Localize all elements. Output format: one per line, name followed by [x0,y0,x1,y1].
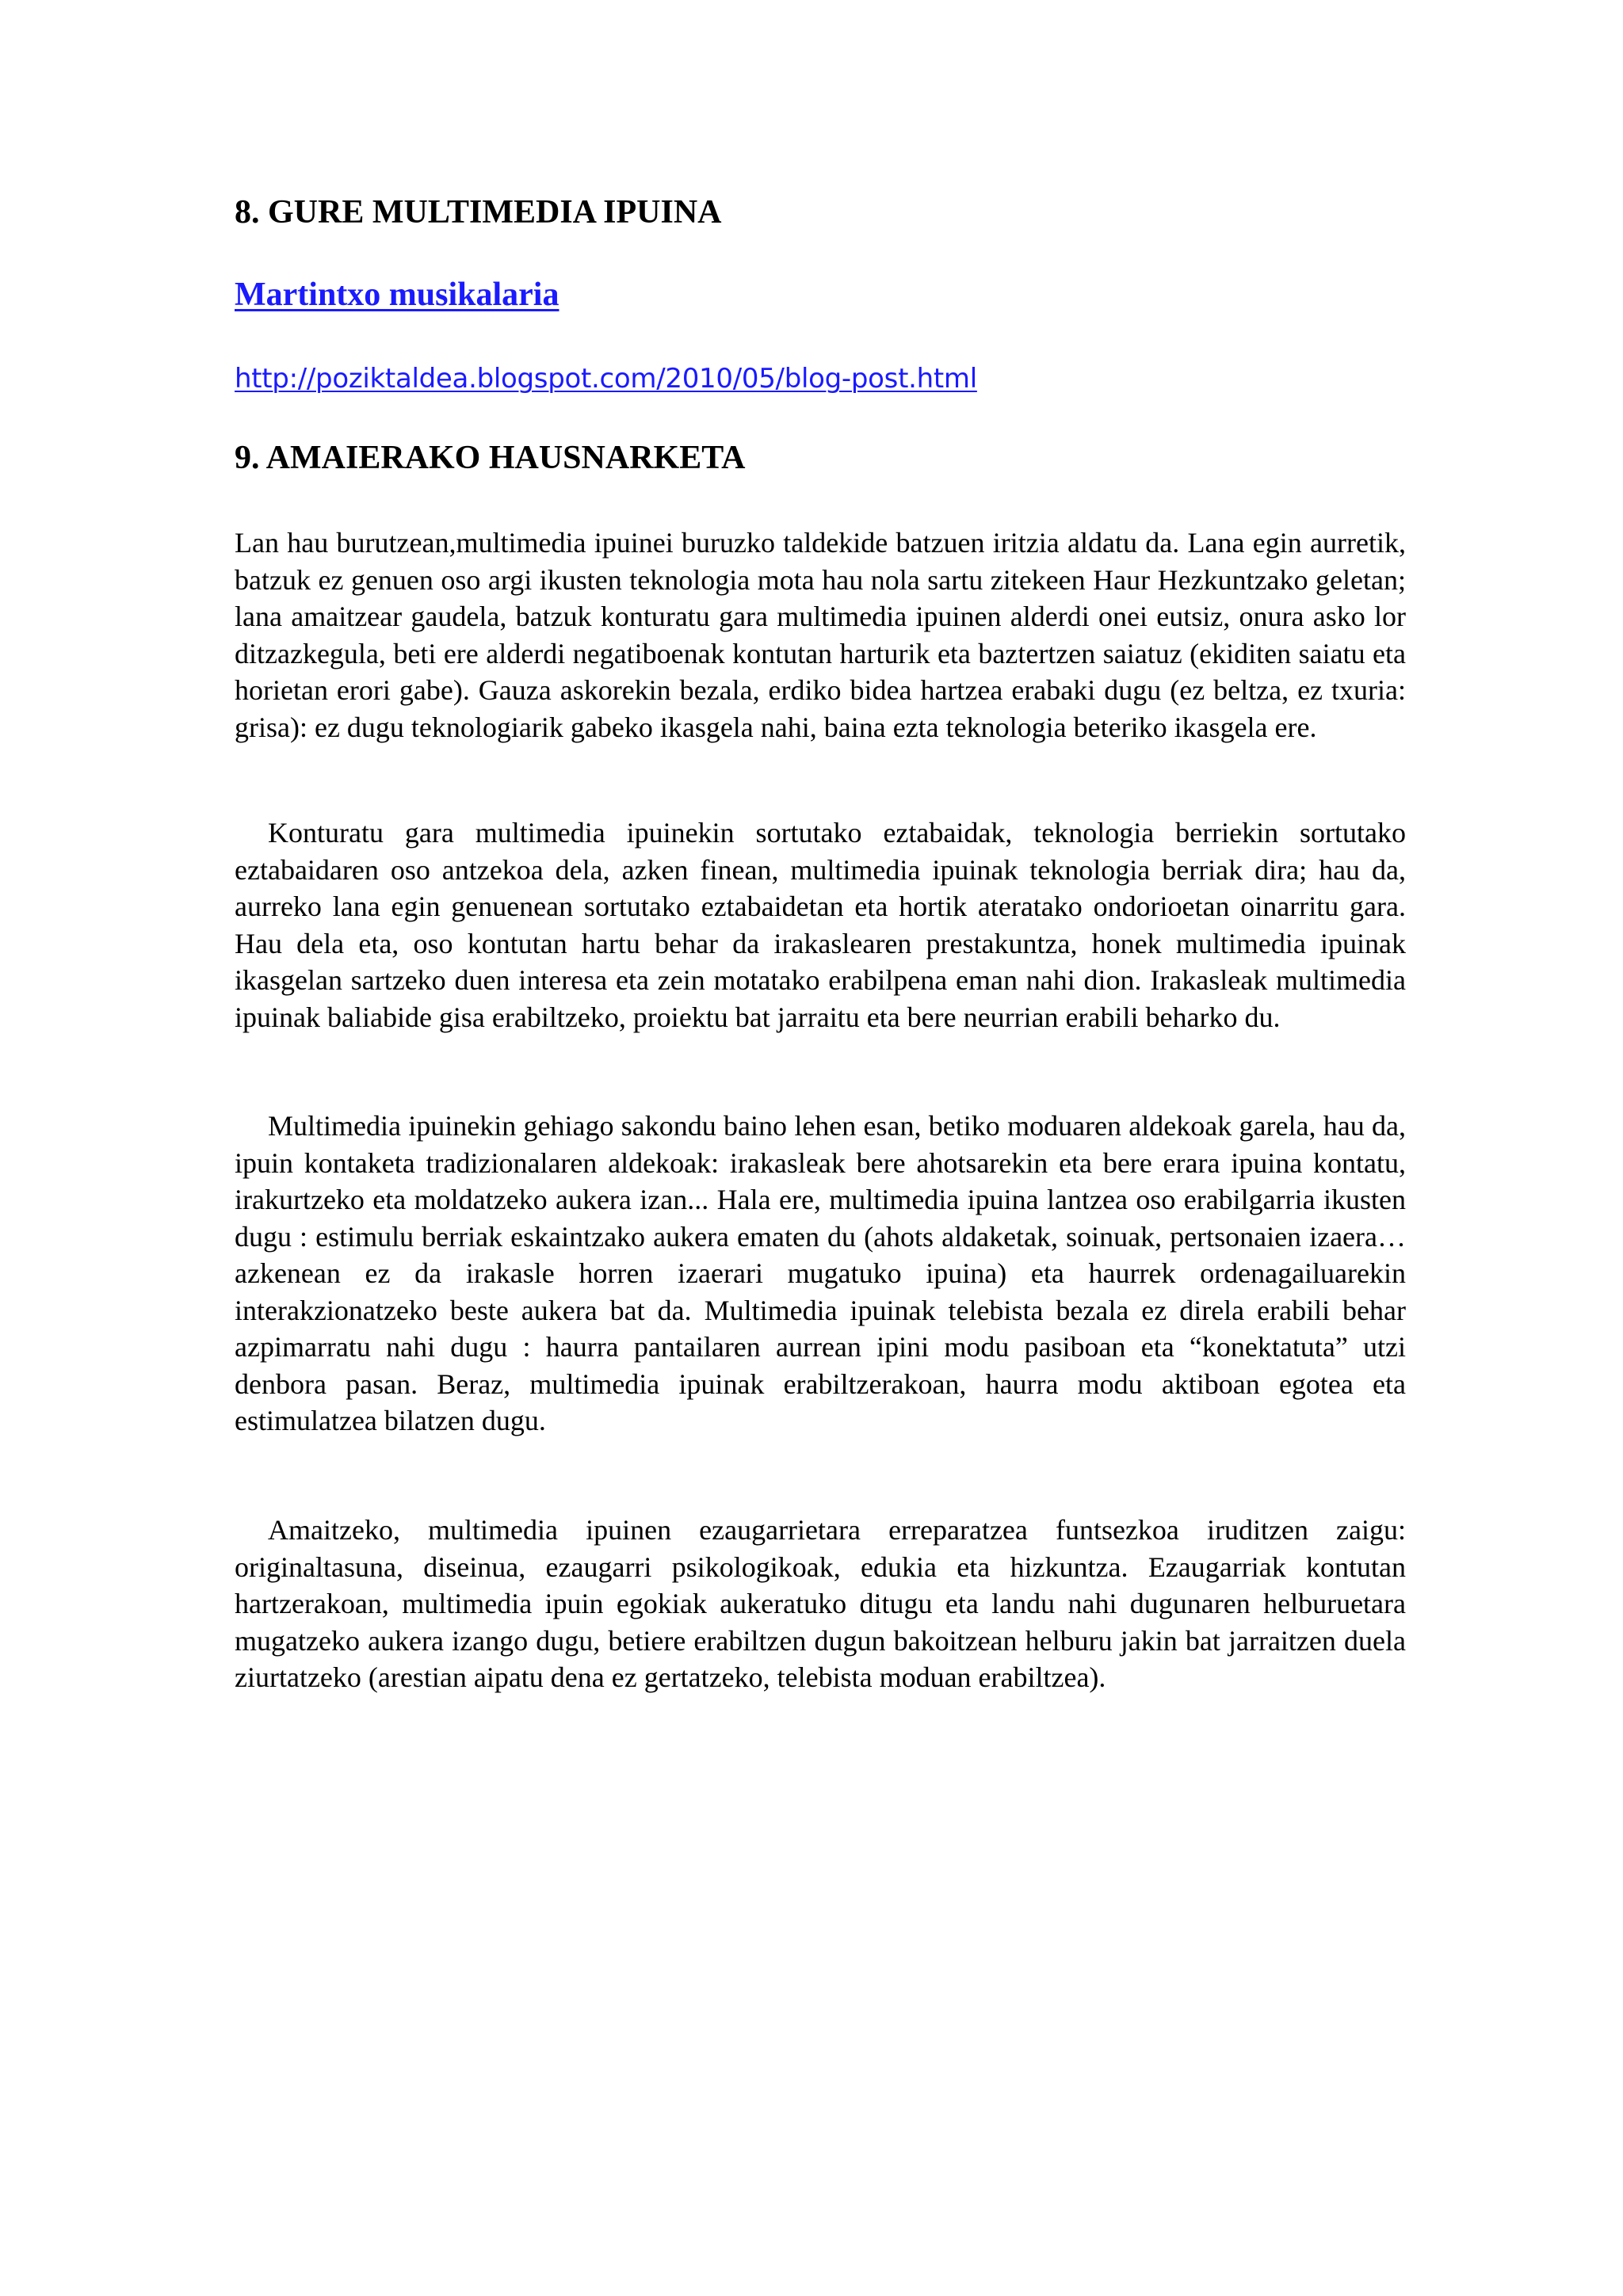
paragraph-1: Lan hau burutzean,multimedia ipuinei buruzko taldekide batzuen iritzia aldatu da. Lana egin aurretik, batzuk ez genuen oso argi ikusten teknologia mota hau nola sartu zitekeen Haur Hezkuntzako geletan; lana amaitzear gaudela, batzuk konturatu gara multimedia ipuinen alderdi onei eutsiz, onura asko lor ditzazkegula, beti ere alderdi negatiboenak kontutan harturik eta baztertzen saiatuz (ekiditen saiatu eta horietan erori gabe). Gauza askorekin bezala, erdiko bidea hartzea erabaki dugu (ez beltza, ez txuria: grisa): ez dugu teknologiarik gabeko ikasgela nahi, baina ezta teknologia beteriko ikasgela ere. [235,527,1406,743]
section-heading-9: 9. AMAIERAKO HAUSNARKETA [235,440,746,476]
paragraph-2: Konturatu gara multimedia ipuinekin sortutako eztabaidak, teknologia berriekin sortutako eztabaidaren oso antzekoa dela, azken finean, multimedia ipuinak teknologia berriak dira; hau da, aurreko lana egin genuenean sortutako eztabaidetan eta hortik ateratako ondorioetan oinarritu gara. Hau dela eta, oso kontutan hartu behar da irakaslearen prestakuntza, honek multimedia ipuinak ikasgelan sartzeko duen interesa eta zein motatako erabilpena eman nahi dion. Irakasleak multimedia ipuinak baliabide gisa erabiltzeko, proiektu bat jarraitu eta bere neurrian erabili beharko du. [235,817,1406,1033]
section-heading-8: 8. GURE MULTIMEDIA IPUINA [235,194,722,231]
paragraph-4: Amaitzeko, multimedia ipuinen ezaugarrietara erreparatzea funtsezkoa iruditzen zaigu: originaltasuna, diseinua, ezaugarri psikologikoak, edukia eta hizkuntza. Ezaugarriak kontutan hartzerakoan, multimedia ipuin egokiak aukeratuko ditugu eta landu nahi dugunaren helburuetara mugatzeko aukera izango dugu, betiere erabiltzen dugun bakoitzean helburu jakin bat jarraitzen duela ziurtatzeko (arestian aipatu dena ez gertatzeko, telebista moduan erabiltzea). [235,1514,1406,1693]
blog-url-link[interactable]: http://poziktaldea.blogspot.com/2010/05/blog-post.html [235,363,977,395]
paragraph-3: Multimedia ipuinekin gehiago sakondu baino lehen esan, betiko moduaren aldekoak garela, hau da, ipuin kontaketa tradizionalaren aldekoak: irakasleak bere ahotsarekin eta bere erara ipuina kontatu, irakurtzeko eta moldatzeko aukera izan... Hala ere, multimedia ipuina lantzea oso erabilgarria ikusten dugu : estimulu berriak eskaintzako aukera ematen du (ahots aldaketak, soinuak, pertsonaien izaera… azkenean ez da irakasle horren izaerari mugatuko ipuina) eta haurrek ordenagailuarekin interakzionatzeko beste aukera bat da. Multimedia ipuinak telebista bezala ez direla erabili behar azpimarratu nahi dugu : haurra pantailaren aurrean ipini modu pasiboan eta “konektatuta” utzi denbora pasan. Beraz, multimedia ipuinak erabiltzerakoan, haurra modu aktiboan egotea eta estimulatzea bilatzen dugu. [235,1110,1406,1436]
story-title-link[interactable]: Martintxo musikalaria [235,277,559,313]
